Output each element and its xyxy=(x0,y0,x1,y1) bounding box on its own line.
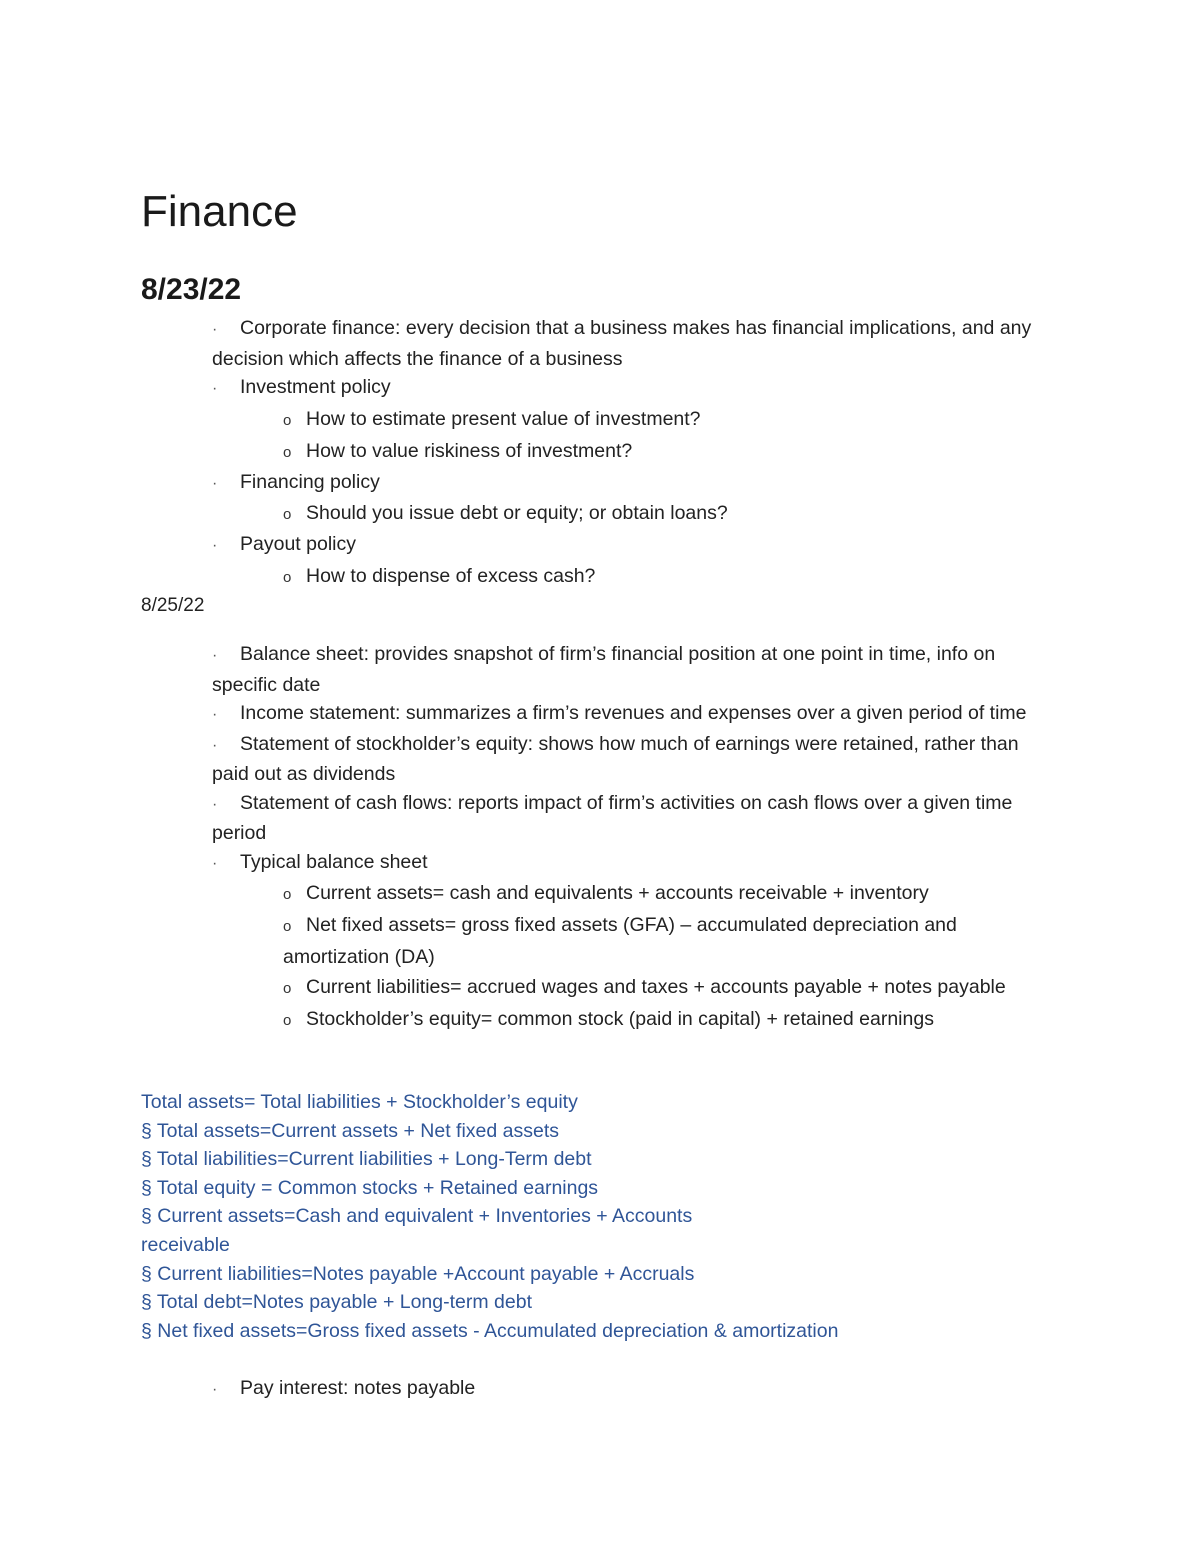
bullet-dot: · xyxy=(212,854,218,872)
document-title: Finance xyxy=(141,187,298,236)
bullet-circle: o xyxy=(283,443,292,461)
bullet-circle: o xyxy=(283,886,292,903)
list-item xyxy=(0,640,1057,699)
bullet-circle: o xyxy=(283,1012,292,1029)
sub-list-item xyxy=(0,878,1043,910)
formula-line: § Total liabilities=Current liabilities + Long-Term debt xyxy=(141,1148,592,1171)
bullet-dot: · xyxy=(212,380,218,397)
formula-line: Total assets= Total liabilities + Stockholder’s equity xyxy=(141,1091,578,1113)
list-item-text: Pay interest: notes payable xyxy=(240,1377,476,1399)
notes-list-continued xyxy=(0,1374,1200,1405)
bullet-dot: · xyxy=(212,537,218,554)
formula-line: § Total debt=Notes payable + Long-term debt xyxy=(141,1291,532,1314)
list-item xyxy=(0,699,1057,730)
list-item-text: Investment policy xyxy=(240,376,391,398)
list-item-text: Corporate finance: every decision that a business makes has financial implications, and any decision which affects the finance of a business xyxy=(212,317,1032,370)
bullet-circle: o xyxy=(283,506,292,523)
formula-line: § Net fixed assets=Gross fixed assets - Accumulated depreciation & amortization xyxy=(141,1319,839,1342)
bullet-circle: o xyxy=(283,568,292,586)
formula-line: § Current assets=Cash and equivalent + Inventories + Accounts receivable xyxy=(141,1205,693,1256)
list-item-text: Net fixed assets= gross fixed assets (GFA) – accumulated depreciation and amortization (DA) xyxy=(283,914,957,968)
bullet-circle: o xyxy=(283,918,292,935)
list-item xyxy=(0,789,1057,848)
list-item-text: Financing policy xyxy=(240,470,380,493)
list-item-text: Should you issue debt or equity; or obtain loans? xyxy=(306,502,728,524)
bullet-dot: · xyxy=(212,1381,218,1398)
formula-line: § Current liabilities=Notes payable +Account payable + Accruals xyxy=(141,1262,695,1285)
sub-list-item xyxy=(0,436,1043,468)
list-item-text: Stockholder’s equity= common stock (paid in capital) + retained earnings xyxy=(306,1008,934,1030)
sub-list-item xyxy=(0,972,1043,1004)
notes-list-8-25-22 xyxy=(0,640,1200,1036)
list-item-text: How to estimate present value of investment? xyxy=(306,407,701,430)
bullet-dot: · xyxy=(212,647,218,664)
list-item-text: Current liabilities= accrued wages and taxes + accounts payable + notes payable xyxy=(306,976,1006,998)
list-item xyxy=(0,314,1057,373)
list-item-text: Statement of cash flows: reports impact of firm’s activities on cash flows over a given time period xyxy=(212,791,1013,844)
list-item-text: Payout policy xyxy=(240,533,356,555)
formula-list xyxy=(0,1088,1200,1345)
list-item-text: Typical balance sheet xyxy=(240,850,428,873)
list-item-text: Current assets= cash and equivalents + accounts receivable + inventory xyxy=(306,882,929,904)
notes-list-8-23-22 xyxy=(0,314,1200,593)
sub-list-item xyxy=(0,561,1043,593)
bullet-dot: · xyxy=(212,795,218,813)
list-item-text: How to dispense of excess cash? xyxy=(306,564,596,587)
list-item xyxy=(0,848,1057,879)
bullet-dot: · xyxy=(212,474,218,492)
list-item-text: Statement of stockholder’s equity: shows how much of earnings were retained, rather than paid out as dividends xyxy=(212,732,1019,785)
bullet-circle: o xyxy=(283,411,292,429)
list-item xyxy=(0,730,1057,789)
bullet-circle: o xyxy=(283,980,292,997)
list-item-text: Income statement: summarizes a firm’s revenues and expenses over a given period of time xyxy=(240,702,1027,724)
list-item xyxy=(0,530,1057,561)
list-item-text: How to value riskiness of investment? xyxy=(306,439,633,462)
sub-list-item xyxy=(0,1004,1043,1036)
bullet-dot: · xyxy=(212,706,218,723)
list-item-text: Balance sheet: provides snapshot of firm’s financial position at one point in time, info on specific date xyxy=(212,643,996,696)
list-item xyxy=(0,1374,1057,1405)
bullet-dot: · xyxy=(212,736,218,754)
formula-line: § Total assets=Current assets + Net fixed assets xyxy=(141,1119,560,1142)
sub-list-item xyxy=(0,910,1043,972)
bullet-dot: · xyxy=(212,321,218,338)
date-heading-8-23-22: 8/23/22 xyxy=(141,273,242,306)
date-heading-8-25-22: 8/25/22 xyxy=(141,595,205,616)
list-item xyxy=(0,468,1057,499)
sub-list-item xyxy=(0,498,1043,530)
sub-list-item xyxy=(0,404,1043,436)
list-item xyxy=(0,373,1057,404)
formula-line: § Total equity = Common stocks + Retained earnings xyxy=(141,1176,599,1199)
